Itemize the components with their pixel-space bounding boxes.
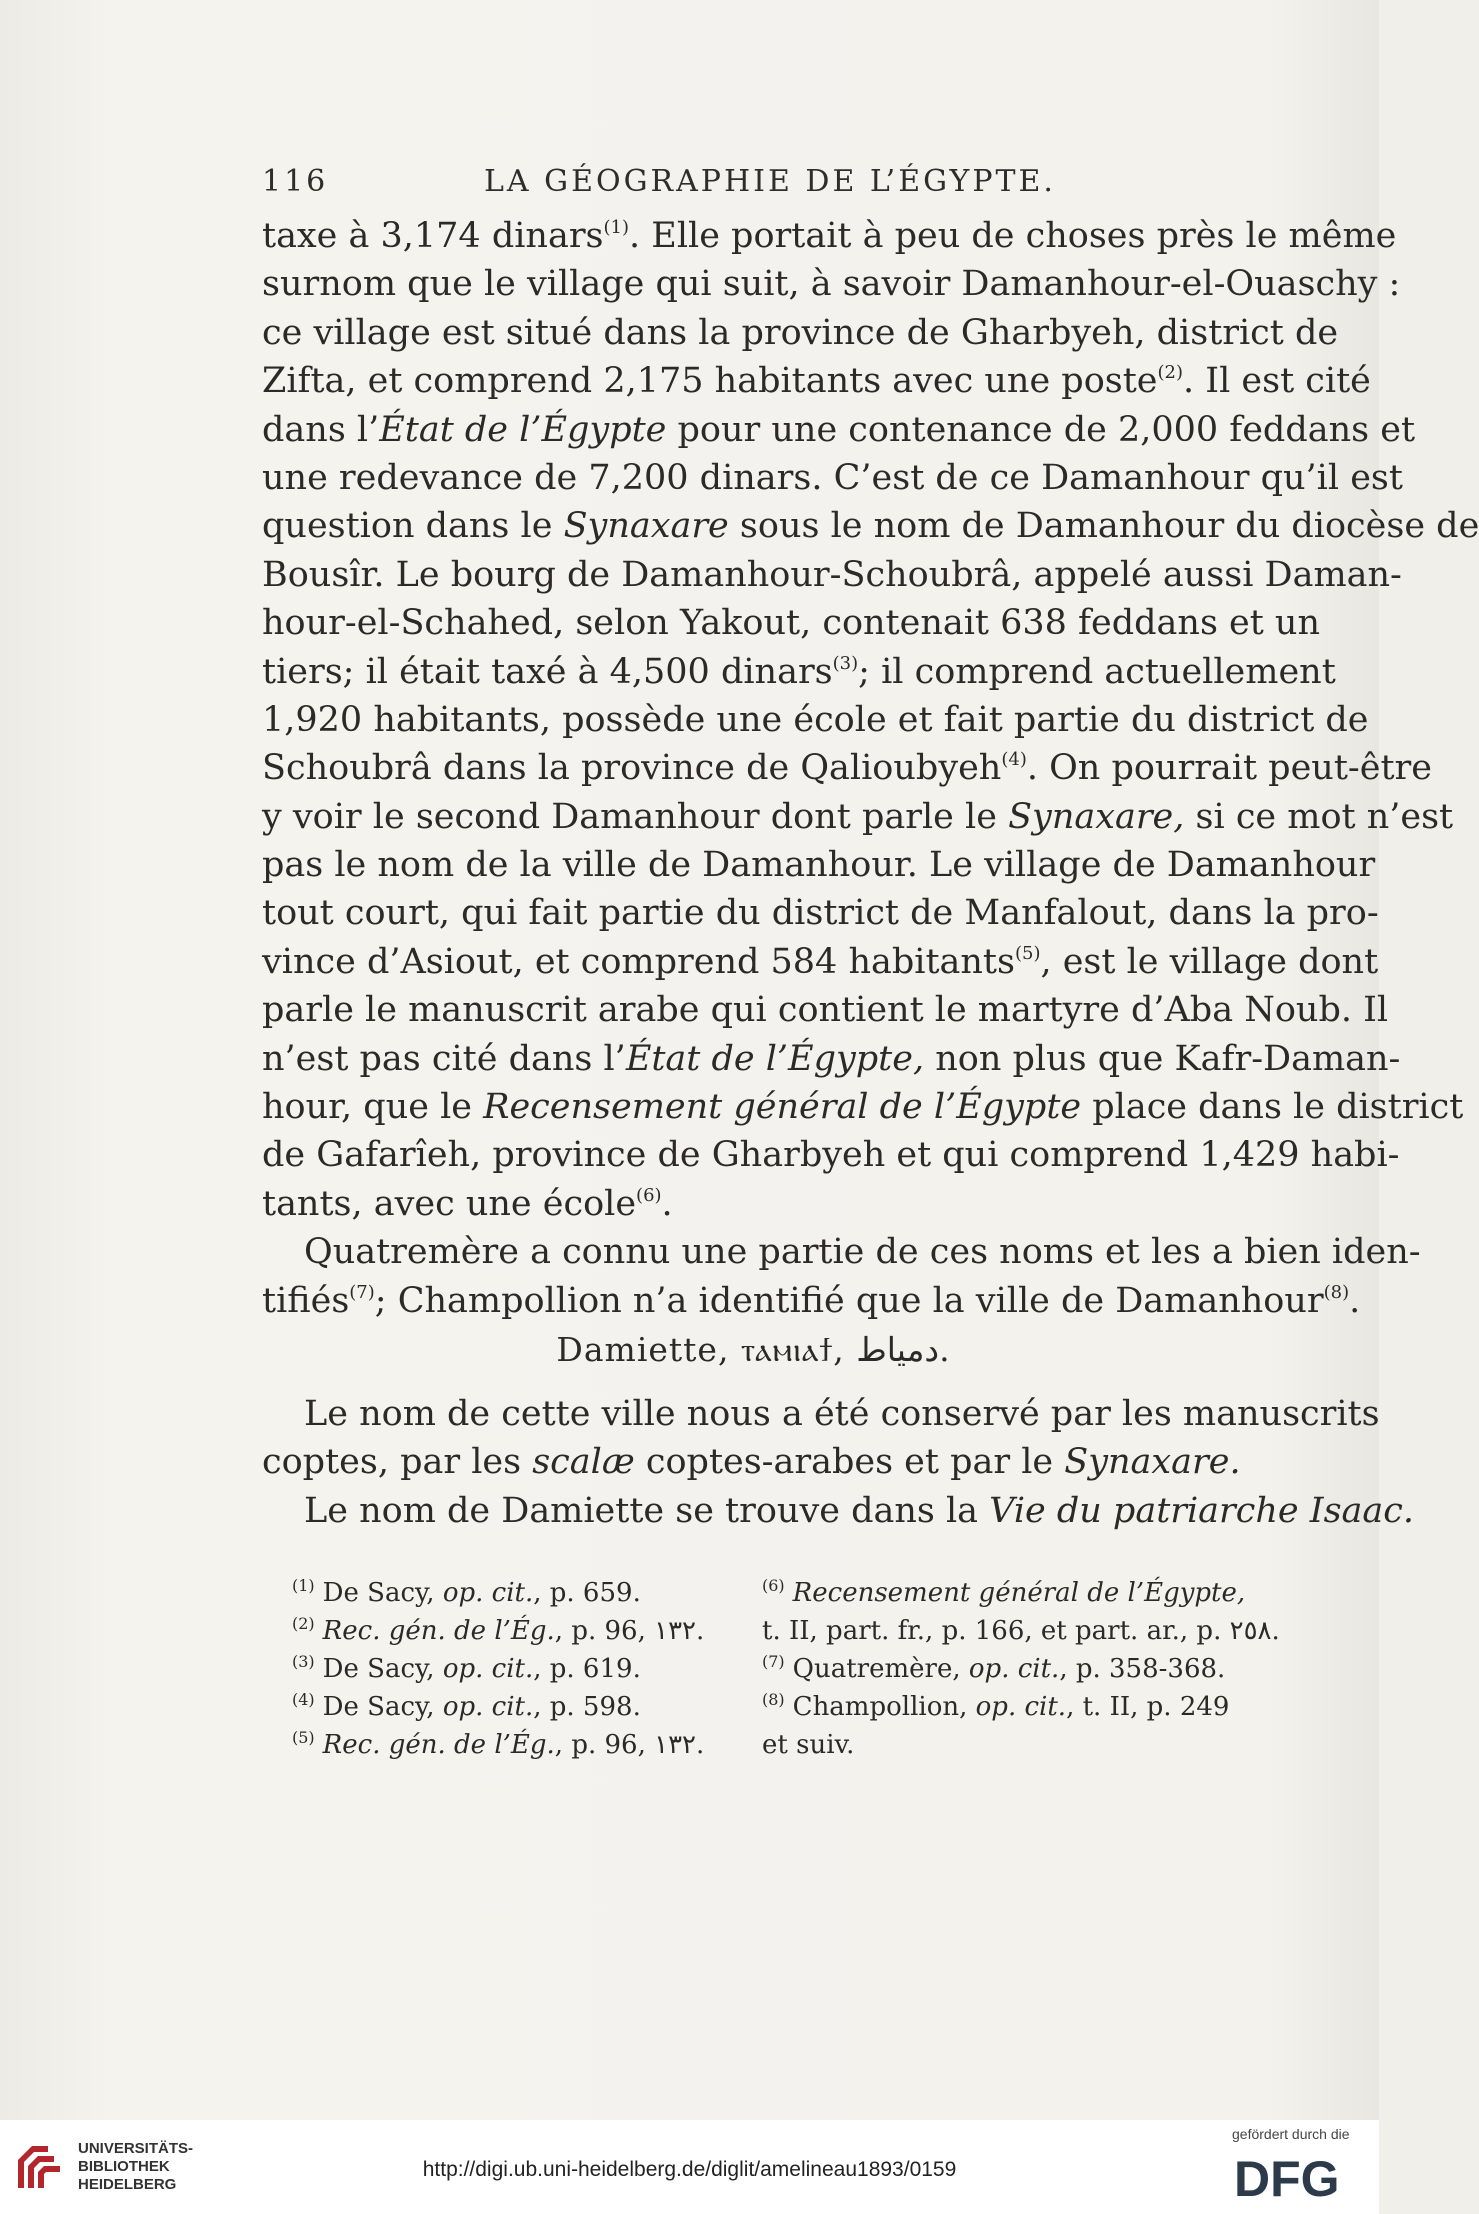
footnotes-left-column [292, 1574, 712, 1764]
text-line: Le nom de Damiette se trouve dans la Vie du patriarche Isaac. [304, 1490, 1415, 1531]
footnote: $^{(2)}$ Rec. gén. de l’Ég., p. 96, ١٣٢. [292, 1614, 705, 1646]
dfg-logo [1230, 2148, 1370, 2207]
text-line: vince d’Asiout, et comprend 584 habitants$^{(5)}$, est le village dont [262, 941, 1379, 982]
section-title: Damiette, ⲧⲁⲙⲓⲁϯ, دمياط. [556, 1330, 950, 1369]
text-line: surnom que le village qui suit, à savoir Damanhour-el-Ouaschy : [262, 264, 1401, 305]
footnote: $^{(1)}$ De Sacy, op. cit., p. 659. [292, 1576, 641, 1608]
footnote: $^{(6)}$ Recensement général de l’Égypte, [762, 1576, 1246, 1608]
text-line: pas le nom de la ville de Damanhour. Le village de Damanhour [262, 845, 1376, 886]
text-line: tout court, qui fait partie du district de Manfalout, dans la pro- [262, 893, 1379, 934]
footnotes-right-column [762, 1574, 1280, 1764]
footnote: $^{(4)}$ De Sacy, op. cit., p. 598. [292, 1690, 641, 1722]
permalink[interactable]: http://digi.ub.uni-heidelberg.de/diglit/amelineau1893/0159 [422, 2158, 957, 2181]
text-line: ce village est situé dans la province de Gharbyeh, district de [262, 312, 1339, 353]
text-line: question dans le Synaxare sous le nom de Damanhour du diocèse de [262, 506, 1479, 547]
footnote: $^{(8)}$ Champollion, op. cit., t. II, p. 249 [762, 1690, 1230, 1722]
footnote: $^{(3)}$ De Sacy, op. cit., p. 619. [292, 1652, 641, 1684]
section-body [262, 1390, 1415, 1535]
text-line: 1,920 habitants, possède une école et fait partie du district de [262, 699, 1369, 740]
text-line: de Gafarîeh, province de Gharbyeh et qui comprend 1,429 habi- [262, 1135, 1400, 1176]
text-line: hour-el-Schahed, selon Yakout, contenait 638 feddans et un [262, 603, 1321, 644]
footnote: $^{(5)}$ Rec. gén. de l’Ég., p. 96, ١٣٢. [292, 1728, 705, 1760]
funded-by-label: gefördert durch die [1232, 2126, 1350, 2142]
library-name: UNIVERSITÄTS- BIBLIOTHEK HEIDELBERG [78, 2140, 194, 2193]
text-line: Schoubrâ dans la province de Qalioubyeh$^{(4)}$. On pourrait peut-être [262, 748, 1432, 789]
text-line: tants, avec une école$^{(6)}$. [262, 1183, 673, 1224]
text-line: une redevance de 7,200 dinars. C’est de ce Damanhour qu’il est [262, 457, 1403, 498]
text-line: y voir le second Damanhour dont parle le Synaxare, si ce mot n’est [262, 796, 1454, 837]
footnote: $^{(7)}$ Quatremère, op. cit., p. 358-368. [762, 1652, 1226, 1684]
text-line: taxe à 3,174 dinars$^{(1)}$. Elle portait à peu de choses près le même [262, 216, 1397, 256]
body-text [262, 212, 1479, 1325]
text-line: Quatremère a connu une partie de ces noms et les a bien iden- [304, 1232, 1421, 1273]
text-line: parle le manuscrit arabe qui contient le martyre d’Aba Noub. Il [262, 990, 1389, 1031]
text-line: Zifta, et comprend 2,175 habitants avec une poste$^{(2)}$. Il est cité [262, 361, 1371, 402]
text-line: tiers; il était taxé à 4,500 dinars$^{(3)}$; il comprend actuellement [262, 651, 1336, 692]
svg-text:DFG: DFG [1234, 2151, 1340, 2207]
text-line: dans l’État de l’Égypte pour une contenance de 2,000 feddans et [262, 409, 1416, 450]
text-line: Bousîr. Le bourg de Damanhour-Schoubrâ, appelé aussi Daman- [262, 554, 1402, 595]
footnote-continuation: t. II, part. fr., p. 166, et part. ar., p. ٢٥٨. [762, 1616, 1280, 1646]
running-title: LA GÉOGRAPHIE DE L’ÉGYPTE. [484, 164, 1056, 199]
text-line: Le nom de cette ville nous a été conservé par les manuscrits [304, 1394, 1380, 1434]
text-line: hour, que le Recensement général de l’Égypte place dans le district [262, 1087, 1464, 1128]
text-line: coptes, par les scalæ coptes-arabes et par le Synaxare. [262, 1442, 1241, 1483]
page-number: 116 [262, 164, 329, 199]
text-line: n’est pas cité dans l’État de l’Égypte, non plus que Kafr-Daman- [262, 1038, 1401, 1079]
footnote-continuation: et suiv. [762, 1730, 855, 1760]
text-line: tifiés$^{(7)}$; Champollion n’a identifié que la ville de Damanhour$^{(8)}$. [262, 1280, 1361, 1321]
